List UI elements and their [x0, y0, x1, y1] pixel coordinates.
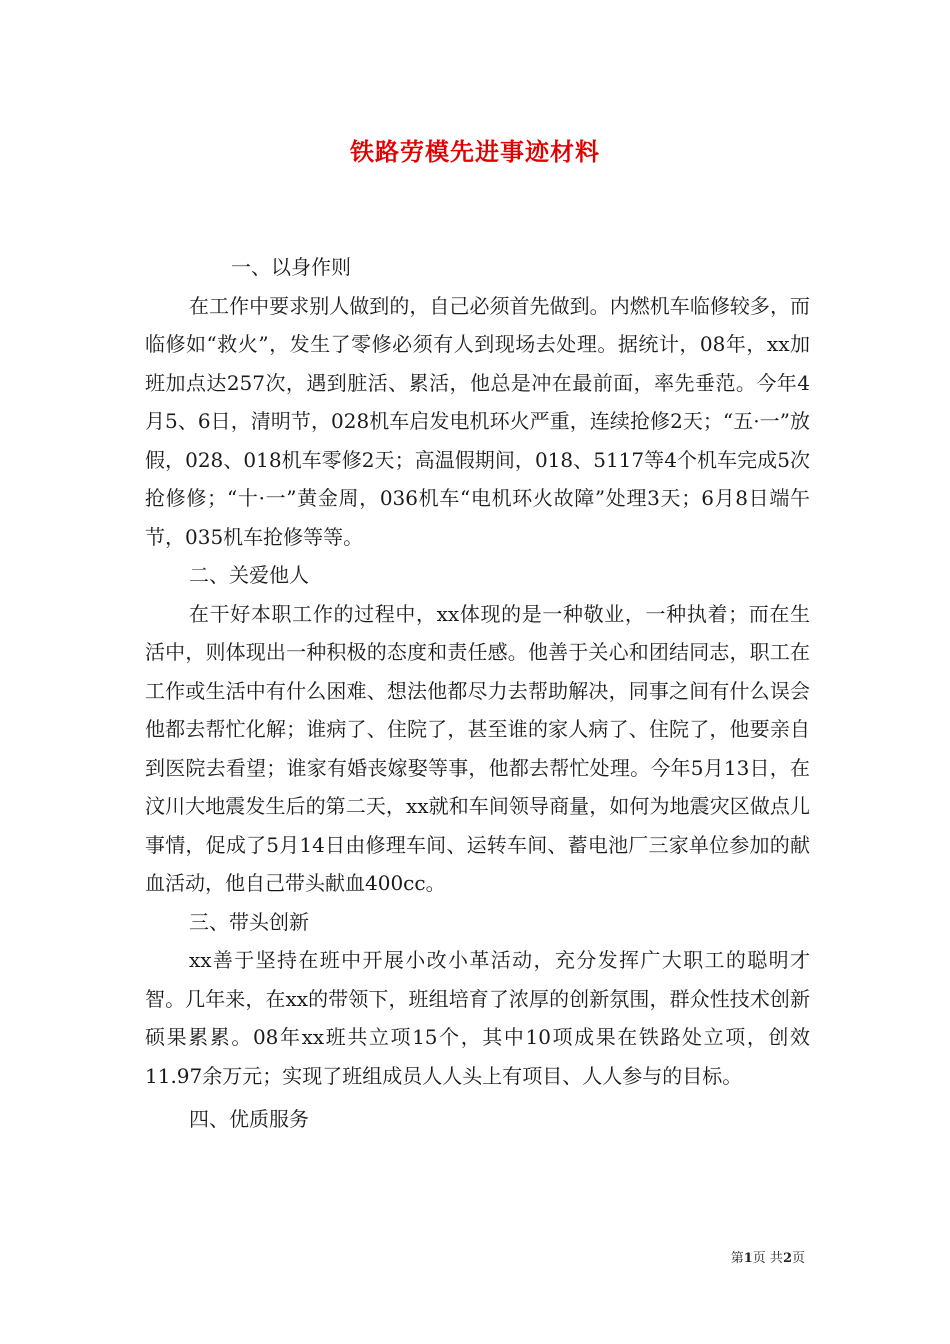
total-page-number: 2	[782, 1251, 792, 1266]
section-paragraph-3: xx善于坚持在班中开展小改小革活动，充分发挥广大职工的聪明才智。几年来，在xx的带领下，班组培育了浓厚的创新氛围，群众性技术创新硕果累累。08年xx班共立项15个，其中10项成果在铁路处立项，创效11.97余万元；实现了班组成员人人头上有项目、人人参与的目标。	[145, 948, 810, 1088]
section-paragraph-1: 在工作中要求别人做到的，自己必须首先做到。内燃机车临修较多，而临修如“救火”，发生了零修必须有人到现场去处理。据统计，08年，xx加班加点达257次，遇到脏活、累活，他总是冲在最前面，率先垂范。今年4月5、6日，清明节，028机车启发电机环火严重，连续抢修2天；“五·一”放假，028、018机车零修2天；高温假期间，018、5117等4个机车完成5次抢修修；“十·一”黄金周，036机车“电机环火故障”处理3天；6月8日端午节，035机车抢修等等。	[145, 293, 810, 549]
section-heading-2: 二、关爱他人	[189, 563, 309, 587]
footer-suffix: 页	[791, 1251, 805, 1266]
document-body	[145, 248, 810, 1139]
footer-middle: 页 共	[752, 1251, 783, 1266]
document-title: 铁路劳模先进事迹材料	[350, 137, 600, 166]
section-heading-4: 四、优质服务	[189, 1107, 309, 1131]
section-paragraph-2: 在干好本职工作的过程中，xx体现的是一种敬业，一种执着；而在生活中，则体现出一种积极的态度和责任感。他善于关心和团结同志，职工在工作或生活中有什么困难、想法他都尽力去帮助解决，同事之间有什么误会他都去帮忙化解；谁病了、住院了，甚至谁的家人病了、住院了，他要亲自到医院去看望；谁家有婚丧嫁娶等事，他都去帮忙处理。今年5月13日，在汶川大地震发生后的第二天，xx就和车间领导商量，如何为地震灾区做点儿事情，促成了5月14日由修理车间、运转车间、蓄电池厂三家单位参加的献血活动，他自己带头献血400cc。	[145, 601, 810, 895]
current-page-number: 1	[743, 1251, 753, 1266]
page-number-footer	[731, 1247, 805, 1266]
section-heading-3: 三、带头创新	[189, 909, 309, 934]
section-heading-1: 一、以身作则	[231, 255, 351, 279]
footer-prefix: 第	[730, 1251, 744, 1266]
